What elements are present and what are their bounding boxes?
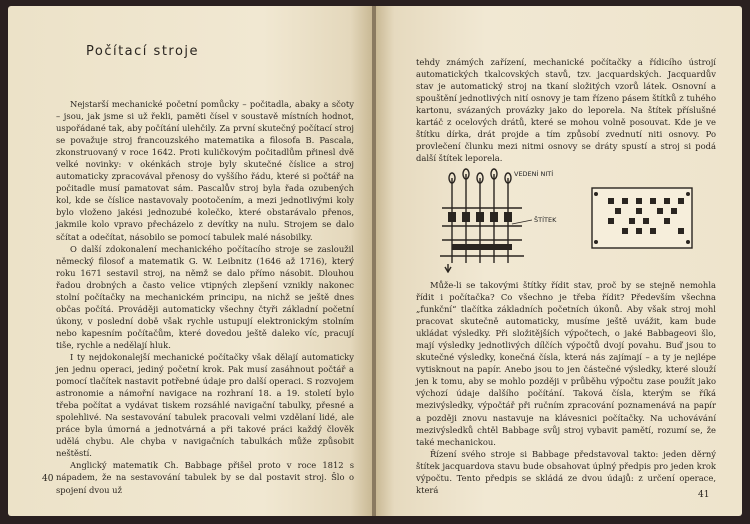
right-page [376, 6, 742, 516]
figure-label-thread-guide: VEDENÍ NITÍ [514, 170, 554, 178]
paragraph: Může-li se takovými štítky řídit stav, proč by se stejně nemohla řídit i počítačka? Co všechno je třeba řídit? Především všechna „funkční“ tlačítka základních početních úkonů. Aby však stroj mohl pracovat skutečně automaticky, musíme ještě uvážit, kam bude ukládat výsledky. Při složitějších výpočtech, o jaké Babbageovi šlo, mají výsledky jednotlivých dílčích výpočtů dvojí povahu. Buď jsou to skutečné výsledky, konečná čísla, která nás zajímají – a ty je nejlépe vytisknout na papír. Anebo jsou to jen částečné výsledky, které slouží jen k tomu, aby se mohlo později v průběhu výpočtu zase použít jako výchozí údaje dalšího počítání. Taková čísla, kterým se říká mezivýsledky, výpočtář při ručním zpracování poznamenává na papír a později znovu nastavuje na klávesnici počítačky. Na uchovávání mezivýsledků chtěl Babbage svůj stroj vybavit pamětí, rozumí se, že také mechanickou. [416, 280, 716, 447]
right-page-body [416, 279, 716, 496]
page-number: 40 [42, 474, 54, 484]
jacquard-mechanism-illustration [432, 168, 702, 273]
left-page-body [56, 98, 354, 496]
left-page [8, 6, 372, 516]
paragraph: tehdy známých zařízení, mechanické počítačky a řídicího ústrojí automatických tkalcovských stavů, tzv. jacquardských. Jacquardův stav je automatický stroj na tkaní složitých vzorů látek. Osnovní a spouštění jednotlivých nití osnovy je tam řízeno pásem štítků z tuhého kartonu, svázaných provázky jako do leporela. Na štítek příslušné kartáč z ocelových drátů, které se mohou volně posouvat. Kde je ve štítku dírka, drát projde a tím způsobí zvednutí niti osnovy. Po provlečení člunku mezi nitmi osnovy se dráty spustí a stroj si podá další štítek leporela. [416, 57, 716, 164]
figure-label-card: ŠTÍTEK [534, 216, 557, 224]
right-page-top-text [416, 56, 716, 164]
paragraph: Anglický matematik Ch. Babbage přišel proto v roce 1812 s nápadem, že na sestavování tabulek by se dal postavit stroj. Šlo o spojení dvou už [56, 460, 354, 495]
jacquard-loom-figure [432, 168, 702, 273]
page-number: 41 [698, 490, 710, 500]
chapter-title: Počítací stroje [86, 44, 200, 59]
paragraph: Řízení svého stroje si Babbage představoval takto: jeden děrný štítek jacquardova stavu bude obsahovat úplný předpis pro jeden krok výpočtu. Tento předpis se skládá ze dvou údajů: z určení operace, která [416, 448, 716, 495]
paragraph: O další zdokonalení mechanického počítacího stroje se zasloužil německý filosof a matematik G. W. Leibnitz (1646 až 1716), který roku 1671 sestavil stroj, na němž se dalo přímo násobit. Dlouhou řadou drobných a často velice vtipných zlepšení vznikly nakonec stolní počítačky na mechanickém principu, na nichž se ještě dnes občas počítá. Prováději automaticky všechny čtyři základní početní úkony, v poslední době však rychle ustupují elektronickým stolním nebo kapesním počítačům, které dovedou ještě daleko víc, pracují tiše, rychle a nedělají hluk. [56, 243, 354, 350]
paragraph: I ty nejdokonalejší mechanické počítačky však dělají automaticky jen jednu operaci, jediný početní krok. Pak musí zasáhnout počtář a pomocí tlačítek nastavit potřebné údaje pro další operaci. S rozvojem astronomie a námořní navigace na rozhraní 18. a 19. století bylo třeba počítat a vydávat tiskem rozsáhlé navigační tabulky, přesné a spolehlivé. Na sestavování tabulek pracovali velmi vzdělaní lidé, ale práce byla úmorná a jednotvárná a při takové práci každý člověk udělá chybu. Ale chyba v navigačních tabulkách může způsobit neštěstí. [56, 351, 354, 459]
paragraph: Nejstarší mechanické početní pomůcky – počitadla, abaky a sčoty – jsou, jak jsme si už řekli, paměti čísel v soustavě místních hodnot, uspořádané tak, aby počítání ulehčily. Za první skutečný počítací stroj se považuje stroj francouzského matematika a filosofa B. Pascala, zkonstruovaný v roce 1642. Proti kuličkovým počitadlům přinesl dvě velké novinky: v okénkách stroje byly skutečné číslice a stroj automaticky zpracovával přenosy do vyššího řádu, které si počtář na počitadle musí pamatovat sám. Pascalův stroj byla řada ozubených kol, kde se číslice nastavovaly pootočením, a mezi jednotlivými koly bylo vloženo jakési jednozubé kolečko, které obstarávalo přenos, jakmile kolo vpravo přecházelo z devítky na nulu. Strojem se dalo sčítat a odečítat, násobilo se pomocí tabulek malé násobilky. [56, 99, 354, 242]
